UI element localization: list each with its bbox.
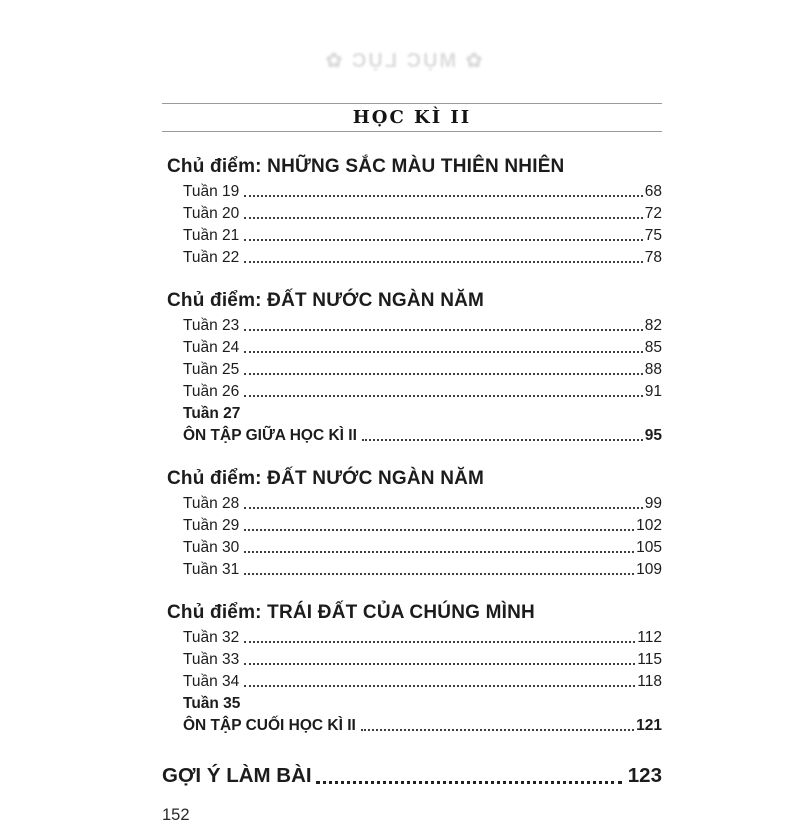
toc-entry-page: 105 [636,539,662,556]
toc-entry-page: 82 [644,317,662,334]
toc-entry-label: Tuần 34 [183,673,240,690]
dot-leader [362,439,643,441]
toc-entry-page: 102 [636,517,662,534]
toc-entry-label: Tuần 26 [183,383,240,400]
sheet-page-number: 152 [162,806,190,824]
dot-leader [244,663,635,665]
toc-entry-label: Tuần 24 [183,339,240,356]
toc-entry-page: 99 [644,495,662,512]
toc-entry-label: GỢI Ý LÀM BÀI [162,764,312,787]
toc-entry-label: Tuần 20 [183,205,240,222]
toc-entry-page: 91 [644,383,662,400]
toc-entry-label: Tuần 29 [183,517,240,534]
toc-entry-label: Tuần 22 [183,249,240,266]
dot-leader [316,781,622,784]
toc-entry-label: Tuần 30 [183,539,240,556]
toc-entry [162,496,662,512]
toc-entry-page: 123 [627,764,662,787]
toc-entry-page: 68 [644,183,662,200]
dot-leader [244,261,642,263]
header-rule-bottom [162,131,662,132]
dot-leader [244,529,634,531]
dot-leader [244,351,642,353]
toc-entry-label: Tuần 21 [183,227,240,244]
toc-entry-label: Tuần 28 [183,495,240,512]
toc-entry-page: 72 [644,205,662,222]
toc-entry-label: ÔN TẬP GIỮA HỌC KÌ II [183,427,357,444]
toc-entry-page: 109 [636,561,662,578]
dot-leader [244,395,642,397]
toc-entry [162,228,662,244]
toc-entry [162,518,662,534]
toc-entry-label: Tuần 25 [183,361,240,378]
toc-section [162,468,662,578]
toc-entry-page: 78 [644,249,662,266]
header-rule-top [162,103,662,104]
toc-entry [162,340,662,356]
toc-section [162,602,662,734]
toc-entry-label: Tuần 32 [183,629,240,646]
toc-entry [162,428,662,444]
toc-entry-page: 88 [644,361,662,378]
toc-entry-label: Tuần 23 [183,317,240,334]
dot-leader [244,507,642,509]
toc-entry [162,696,662,712]
toc-entry-label: Tuần 31 [183,561,240,578]
toc-entry-label: ÔN TẬP CUỐI HỌC KÌ II [183,717,356,734]
toc-entry [162,562,662,578]
dot-leader [244,573,634,575]
toc-entry [162,652,662,668]
toc-entry-label: Tuần 33 [183,651,240,668]
dot-leader [244,373,642,375]
toc-entry-label: Tuần 27 [183,405,241,422]
toc-entry [162,362,662,378]
toc-entry [162,540,662,556]
toc-entry-page: 118 [637,673,662,690]
toc-entry [162,406,662,422]
toc-entry-page: 112 [637,629,662,646]
section-heading: Chủ điểm: TRÁI ĐẤT CỦA CHÚNG MÌNH [167,602,535,623]
toc-entry-page: 85 [644,339,662,356]
toc-entry-page: 75 [644,227,662,244]
toc-section [162,156,662,266]
toc-entry [162,674,662,690]
toc-entry [162,384,662,400]
dot-leader [244,239,642,241]
dot-leader [361,729,634,731]
section-heading: Chủ điểm: ĐẤT NƯỚC NGÀN NĂM [167,468,485,489]
mucluc-showthrough-watermark: ✿ MỤC LỤC ✿ [323,50,483,72]
toc-entry [162,250,662,266]
dot-leader [244,685,635,687]
dot-leader [244,641,635,643]
toc-entry [162,318,662,334]
toc-section [162,290,662,444]
toc-entry-label: Tuần 19 [183,183,240,200]
toc-entry [162,630,662,646]
toc-entry [162,206,662,222]
toc-entry-page: 121 [636,717,662,734]
section-heading: Chủ điểm: ĐẤT NƯỚC NGÀN NĂM [167,290,485,311]
dot-leader [244,551,634,553]
toc-entry [162,718,662,734]
dot-leader [244,195,642,197]
section-heading: Chủ điểm: NHỮNG SẮC MÀU THIÊN NHIÊN [167,156,565,177]
toc-entry-label: Tuần 35 [183,695,241,712]
toc-entry-answer-key [162,764,662,788]
semester-header: HỌC KÌ II [352,107,472,128]
toc-content [162,100,662,825]
toc-entry-page: 95 [644,427,662,444]
dot-leader [244,329,642,331]
toc-entry-page: 115 [637,651,662,668]
toc-entry [162,184,662,200]
dot-leader [244,217,642,219]
